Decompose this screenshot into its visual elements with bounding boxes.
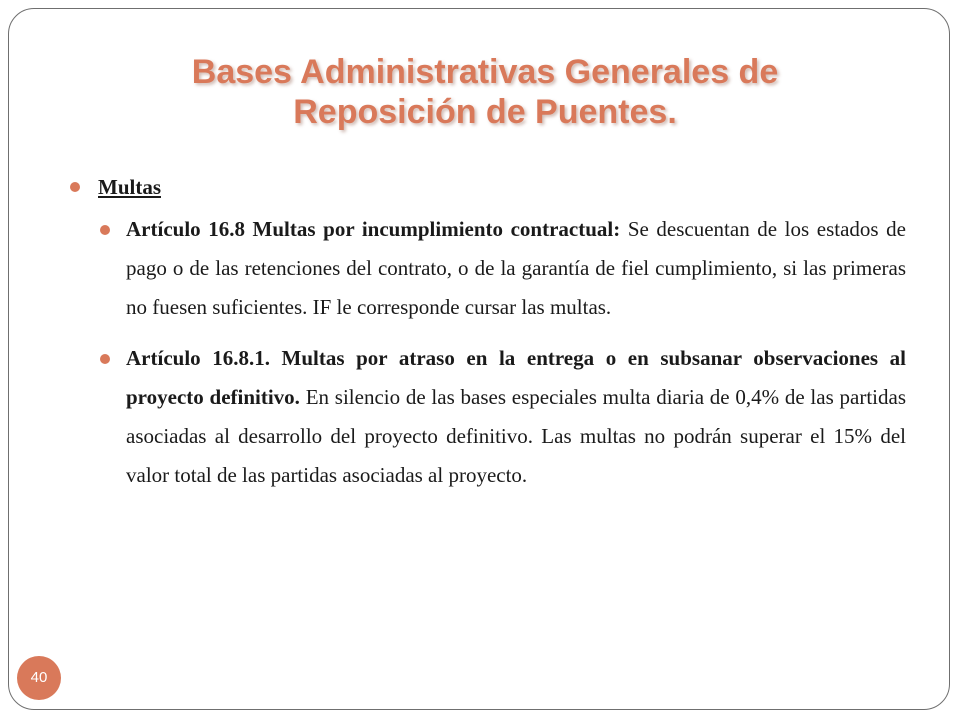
bullet-icon — [100, 354, 110, 364]
article-16-8-1 — [126, 339, 906, 495]
article-heading: Artículo 16.8 Multas por incumplimiento contractual: — [126, 217, 621, 241]
article-heading: Artículo 16.8.1. Multas por atraso en la entrega o en subsanar observaciones al proyecto definitivo. — [126, 346, 906, 409]
bullet-icon — [70, 182, 80, 192]
page-number-badge: 40 — [17, 656, 61, 700]
article-16-8 — [126, 210, 906, 327]
slide-content — [68, 168, 908, 495]
article-body: En silencio de las bases especiales multa diaria de 0,4% de las partidas asociadas al desarrollo del proyecto definitivo. Las multas no podrán superar el 15% del valor total de las partidas asociadas al proyecto. — [126, 385, 906, 487]
section-label: Multas — [98, 175, 161, 199]
bullet-icon — [100, 225, 110, 235]
section-item-multas — [68, 168, 908, 206]
slide-title: Bases Administrativas Generales de Reposición de Puentes. — [191, 53, 779, 131]
article-body: Se descuentan de los estados de pago o de las retenciones del contrato, o de la garantía de fiel cumplimiento, si las primeras no fuesen suficientes. IF le corresponde cursar las multas. — [126, 217, 906, 319]
